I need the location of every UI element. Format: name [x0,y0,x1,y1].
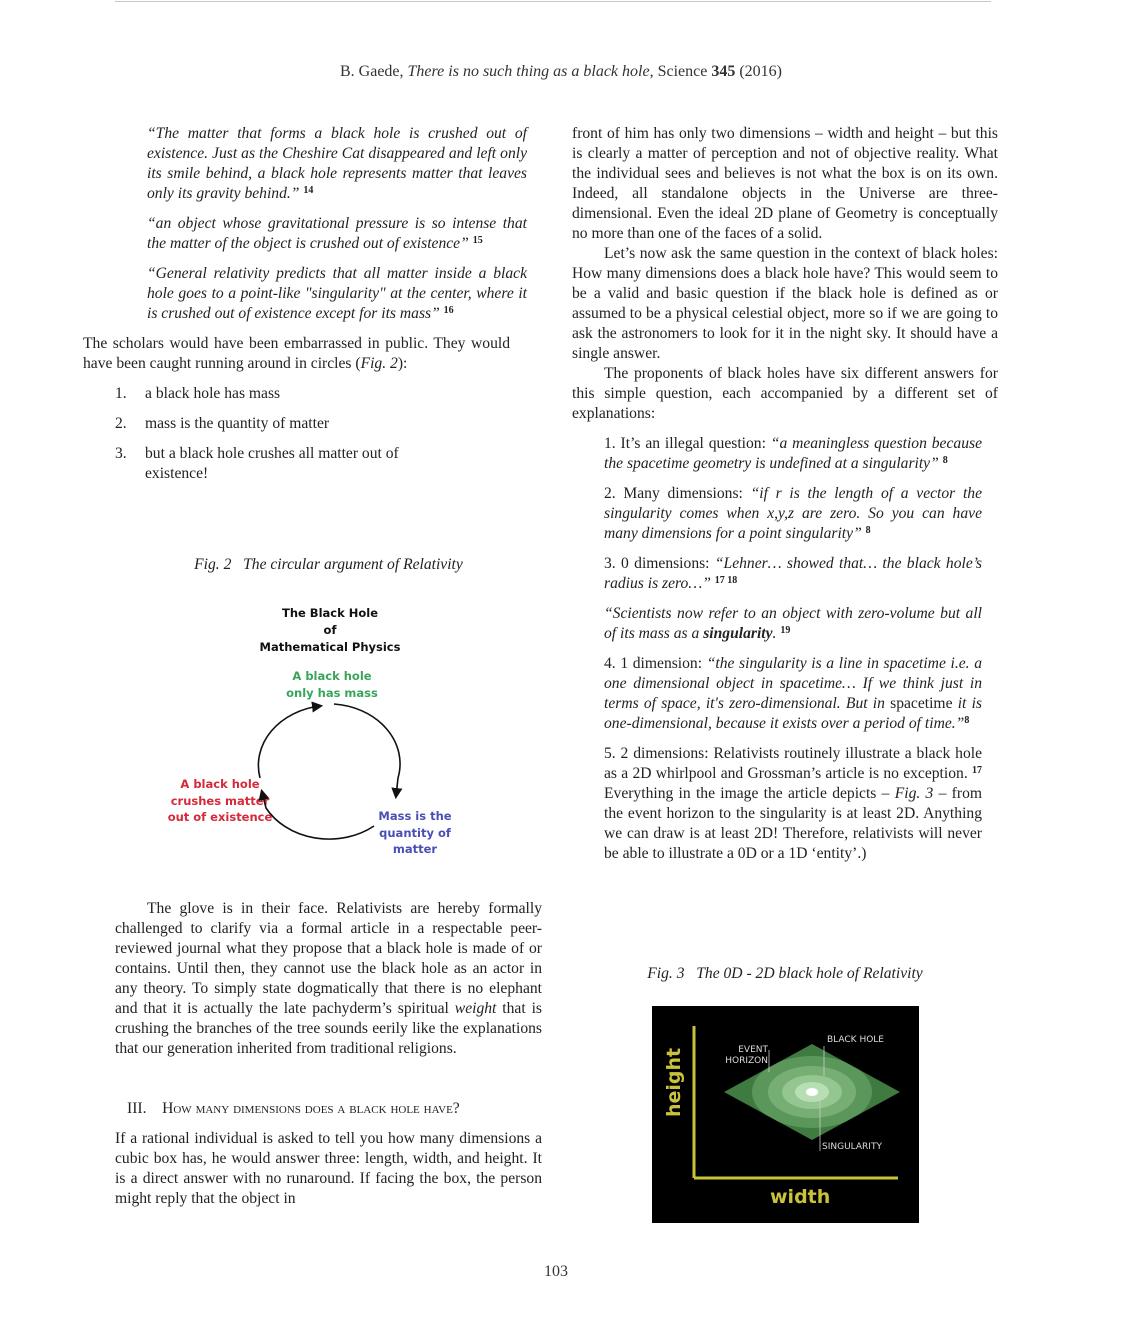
scholars-paragraph: The scholars would have been embarrassed in public. They would have been caught running around in circles (Fig. 2): [83,335,510,372]
list-item: 1. a black hole has mass [115,385,281,402]
fig3-reference[interactable]: Fig. 3 [894,785,934,802]
footnote-ref[interactable]: 8 [865,525,871,536]
right-column [572,124,998,864]
quote-16: “General relativity predicts that all matter inside a black hole goes to a point-like "singularity" at the center, where it is crushed out of existence except for its mass” $^{16}$ [147,265,527,322]
six-answers-paragraph: The proponents of black holes have six different answers for this simple question, each accompanied by a different set of explanations: [572,365,998,422]
fig2-caption: Fig. 2 The circular argument of Relativity [194,556,463,573]
header-title: There is no such thing as a black hole [407,63,650,80]
axis-label-width: width [770,1186,831,1208]
footnote-ref[interactable]: 17 18 [714,575,738,586]
fig3-black-hole-image [652,1006,919,1223]
glove-paragraph: The glove is in their face. Relativists are hereby formally challenged to clarify via a formal article in a respectable peer-reviewed journal what they propose that a black hole is made of or contains. Until then, they cannot use the black hole as an actor in any theory. To simply state dogmatically that there is no elephant and that it is actually the late pachyderm’s spiritual weight that is crushing the branches of the tree sounds eerily like the explanations that our generation inherited from traditional religions. [115,900,542,1057]
circular-arrows-icon [160,600,490,860]
answer-zero-dimensions: 3. 0 dimensions: “Lehner… showed that… the black hole’s radius is zero…” $^{17 18}$ [604,555,983,592]
page-number: 103 [544,1263,568,1280]
top-border-line [115,1,991,2]
footnote-ref[interactable]: 16 [443,305,454,316]
left-column [83,124,542,494]
running-header [0,63,1122,81]
glove-paragraph-block [115,899,542,1209]
footnote-ref[interactable]: 19 [780,625,791,636]
section-heading-iii [127,1099,542,1119]
black-hole-question-paragraph: Let’s now ask the same question in the context of black holes: How many dimensions does a black hole have? This would seem to be a valid and basic question if the black hole is defined as or assumed to be a physical celestial object, more so if we are going to ask the astronomers to look for it in the night sky. It should have a single answer. [572,245,998,362]
label-singularity: SINGULARITY [822,1142,882,1152]
list-item: 2. mass is the quantity of matter [115,415,330,432]
header-year: (2016) [735,63,782,80]
header-volume: 345 [711,63,736,80]
answer-two-dimensions: 5. 2 dimensions: Relativists routinely illustrate a black hole as a 2D whirlpool and Grossman’s article is no exception. $^{17}$ Everything in the image the article depicts – Fig. 3 – from the event horizon to the singularity is at least 2D. Anything we can draw is at least 2D! Therefore, relativists will never be able to illustrate a 0D or a 1D ‘entity’.) [604,745,982,862]
section-title: How many dimensions does a black hole have? [162,1100,460,1117]
quote-15: “an object whose gravitational pressure is so intense that the matter of the object is crushed out of existence” $^{15}$ [147,215,527,252]
axis-label-height: height [663,1047,685,1117]
footnote-ref[interactable]: 8 [964,715,970,726]
list-item: 3. but a black hole crushes all matter out of existence! [115,445,399,482]
section-iii-paragraph: If a rational individual is asked to tell you how many dimensions a cubic box has, he would answer three: length, width, and height. It is a direct answer with no runaround. If facing the box, the person might reply that the object in [115,1130,542,1207]
scientists-quote: “Scientists now refer to an object with zero-volume but all of its mass as a singularity. $^{19}$ [604,605,982,642]
label-quantity-of-matter: Mass is the quantity of matter [378,809,452,856]
label-only-has-mass: A black hole only has mass [286,669,378,700]
fig2-reference[interactable]: Fig. 2 [360,355,398,372]
answer-many-dimensions: 2. Many dimensions: “if r is the length of a vector the singularity comes when x,y,z are zero. So you can have many dimensions for a point singularity” $^8$ [604,485,982,542]
fig3-caption: Fig. 3 The 0D - 2D black hole of Relativity [647,965,923,982]
section-number: III. [127,1100,147,1117]
footnote-ref[interactable]: 15 [472,235,483,246]
label-event-horizon: EVENT HORIZON [725,1045,768,1066]
label-crushes-matter: A black hole crushes matter out of existence [167,777,273,824]
box-dimensions-paragraph: front of him has only two dimensions – width and height – but this is clearly a matter of perception and not of objective reality. What the individual sees and believes is not what the box is on its own. Indeed, all standalone objects in the Universe are three-dimensional. Even the ideal 2D plane of Geometry is conceptually no more than one of the faces of a solid. [572,125,998,242]
fig2-title: The Black Hole of Mathematical Physics [259,606,401,654]
circular-argument-list [83,384,542,484]
footnote-ref[interactable]: 8 [942,455,948,466]
fig2-circular-diagram [160,600,490,860]
header-journal: , Science [649,63,712,80]
quote-14: “The matter that forms a black hole is crushed out of existence. Just as the Cheshire Cat disappeared and left only its smile behind, a black hole represents matter that leaves only its gravity behind.” $^{14}$ [147,125,527,202]
answer-illegal-question: 1. It’s an illegal question: “a meaningless question because the spacetime geometry is undefined at a singularity” $^8$ [604,435,982,472]
footnote-ref[interactable]: 17 [972,765,982,776]
answer-one-dimension: 4. 1 dimension: “the singularity is a line in spacetime i.e. a one dimensional object in spacetime… If we think just in terms of space, it's zero-dimensional. But in spacetime it is one-dimensional, because it exists over a period of time.”$^8$ [604,655,982,732]
label-black-hole: BLACK HOLE [827,1035,884,1045]
footnote-ref[interactable]: 14 [303,185,314,196]
header-author: B. Gaede, [340,63,404,80]
